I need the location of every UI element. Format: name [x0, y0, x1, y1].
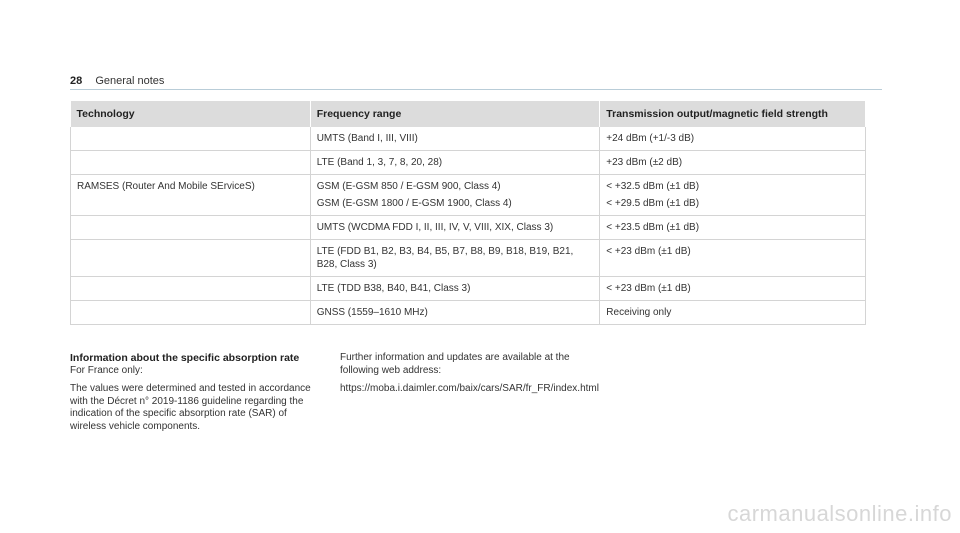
- cell-frequency: [310, 277, 600, 301]
- cell-frequency: [310, 301, 600, 325]
- cell-line: < +23.5 dBm (±1 dB): [606, 222, 700, 233]
- table-row: [71, 175, 866, 216]
- table-row: [71, 127, 866, 151]
- cell-line: < +23 dBm (±1 dB): [606, 283, 691, 294]
- sar-info-column: [70, 352, 320, 439]
- page-number: 28: [70, 75, 83, 87]
- cell-technology: [71, 151, 311, 175]
- cell-technology: [71, 301, 311, 325]
- cell-frequency: [310, 151, 600, 175]
- cell-line: LTE (TDD B38, B40, B41, Class 3): [316, 283, 471, 294]
- cell-output: [600, 175, 866, 216]
- cell-line: LTE (FDD B1, B2, B3, B4, B5, B7, B8, B9, B18, B19, B21, B28, Class 3): [316, 246, 574, 270]
- cell-line: UMTS (Band I, III, VIII): [316, 133, 418, 144]
- cell-line: +24 dBm (+1/-3 dB): [606, 133, 695, 144]
- cell-technology: [71, 240, 311, 277]
- cell-line: GSM (E-GSM 1800 / E-GSM 1900, Class 4): [316, 198, 512, 209]
- cell-line: Receiving only: [606, 307, 672, 318]
- cell-technology: RAMSES (Router And Mobile SErviceS): [71, 175, 311, 216]
- cell-technology: [71, 277, 311, 301]
- cell-frequency: [310, 240, 600, 277]
- frequency-table: [70, 101, 866, 325]
- cell-line: GNSS (1559–1610 MHz): [316, 307, 428, 318]
- table-row: [71, 151, 866, 175]
- cell-output: [600, 301, 866, 325]
- cell-frequency: [310, 175, 600, 216]
- watermark-text: carmanualsonline.info: [727, 501, 952, 526]
- sar-heading: Information about the specific absorption rate: [70, 352, 300, 364]
- sar-france-note: For France only:: [70, 364, 143, 376]
- sar-url-link[interactable]: https://moba.i.daimler.com/baix/cars/SAR/fr_FR/index.html: [340, 383, 599, 394]
- table-header-row: [71, 101, 866, 127]
- cell-line: +23 dBm (±2 dB): [606, 157, 683, 168]
- cell-line: UMTS (WCDMA FDD I, II, III, IV, V, VIII, XIX, Class 3): [316, 222, 554, 233]
- table-row: [71, 277, 866, 301]
- column-header-technology: Technology: [71, 101, 311, 127]
- table-row: [71, 216, 866, 240]
- column-header-output: Transmission output/magnetic field strength: [600, 101, 866, 127]
- cell-line: < +29.5 dBm (±1 dB): [606, 198, 700, 209]
- cell-output: [600, 127, 866, 151]
- further-info-text: Further information and updates are available at the following web address:: [340, 352, 570, 376]
- table-row: [71, 240, 866, 277]
- page-header: [70, 74, 882, 90]
- cell-output: [600, 277, 866, 301]
- cell-frequency: [310, 216, 600, 240]
- cell-output: [600, 240, 866, 277]
- cell-technology: [71, 127, 311, 151]
- section-title: General notes: [95, 75, 165, 87]
- cell-line: < +32.5 dBm (±1 dB): [606, 181, 700, 192]
- table-row: [71, 301, 866, 325]
- column-header-frequency: Frequency range: [310, 101, 600, 127]
- cell-line: LTE (Band 1, 3, 7, 8, 20, 28): [316, 157, 443, 168]
- cell-line: GSM (E-GSM 850 / E-GSM 900, Class 4): [316, 181, 501, 192]
- cell-technology: [71, 216, 311, 240]
- cell-frequency: [310, 127, 600, 151]
- sar-paragraph: The values were determined and tested in accordance with the Décret n° 2019-1186 guideline regarding the indication of the specific absorption rate (SAR) of wireless vehicle components.: [70, 383, 311, 432]
- further-info-column: [340, 352, 599, 402]
- cell-line: < +23 dBm (±1 dB): [606, 246, 691, 257]
- cell-output: [600, 151, 866, 175]
- cell-output: [600, 216, 866, 240]
